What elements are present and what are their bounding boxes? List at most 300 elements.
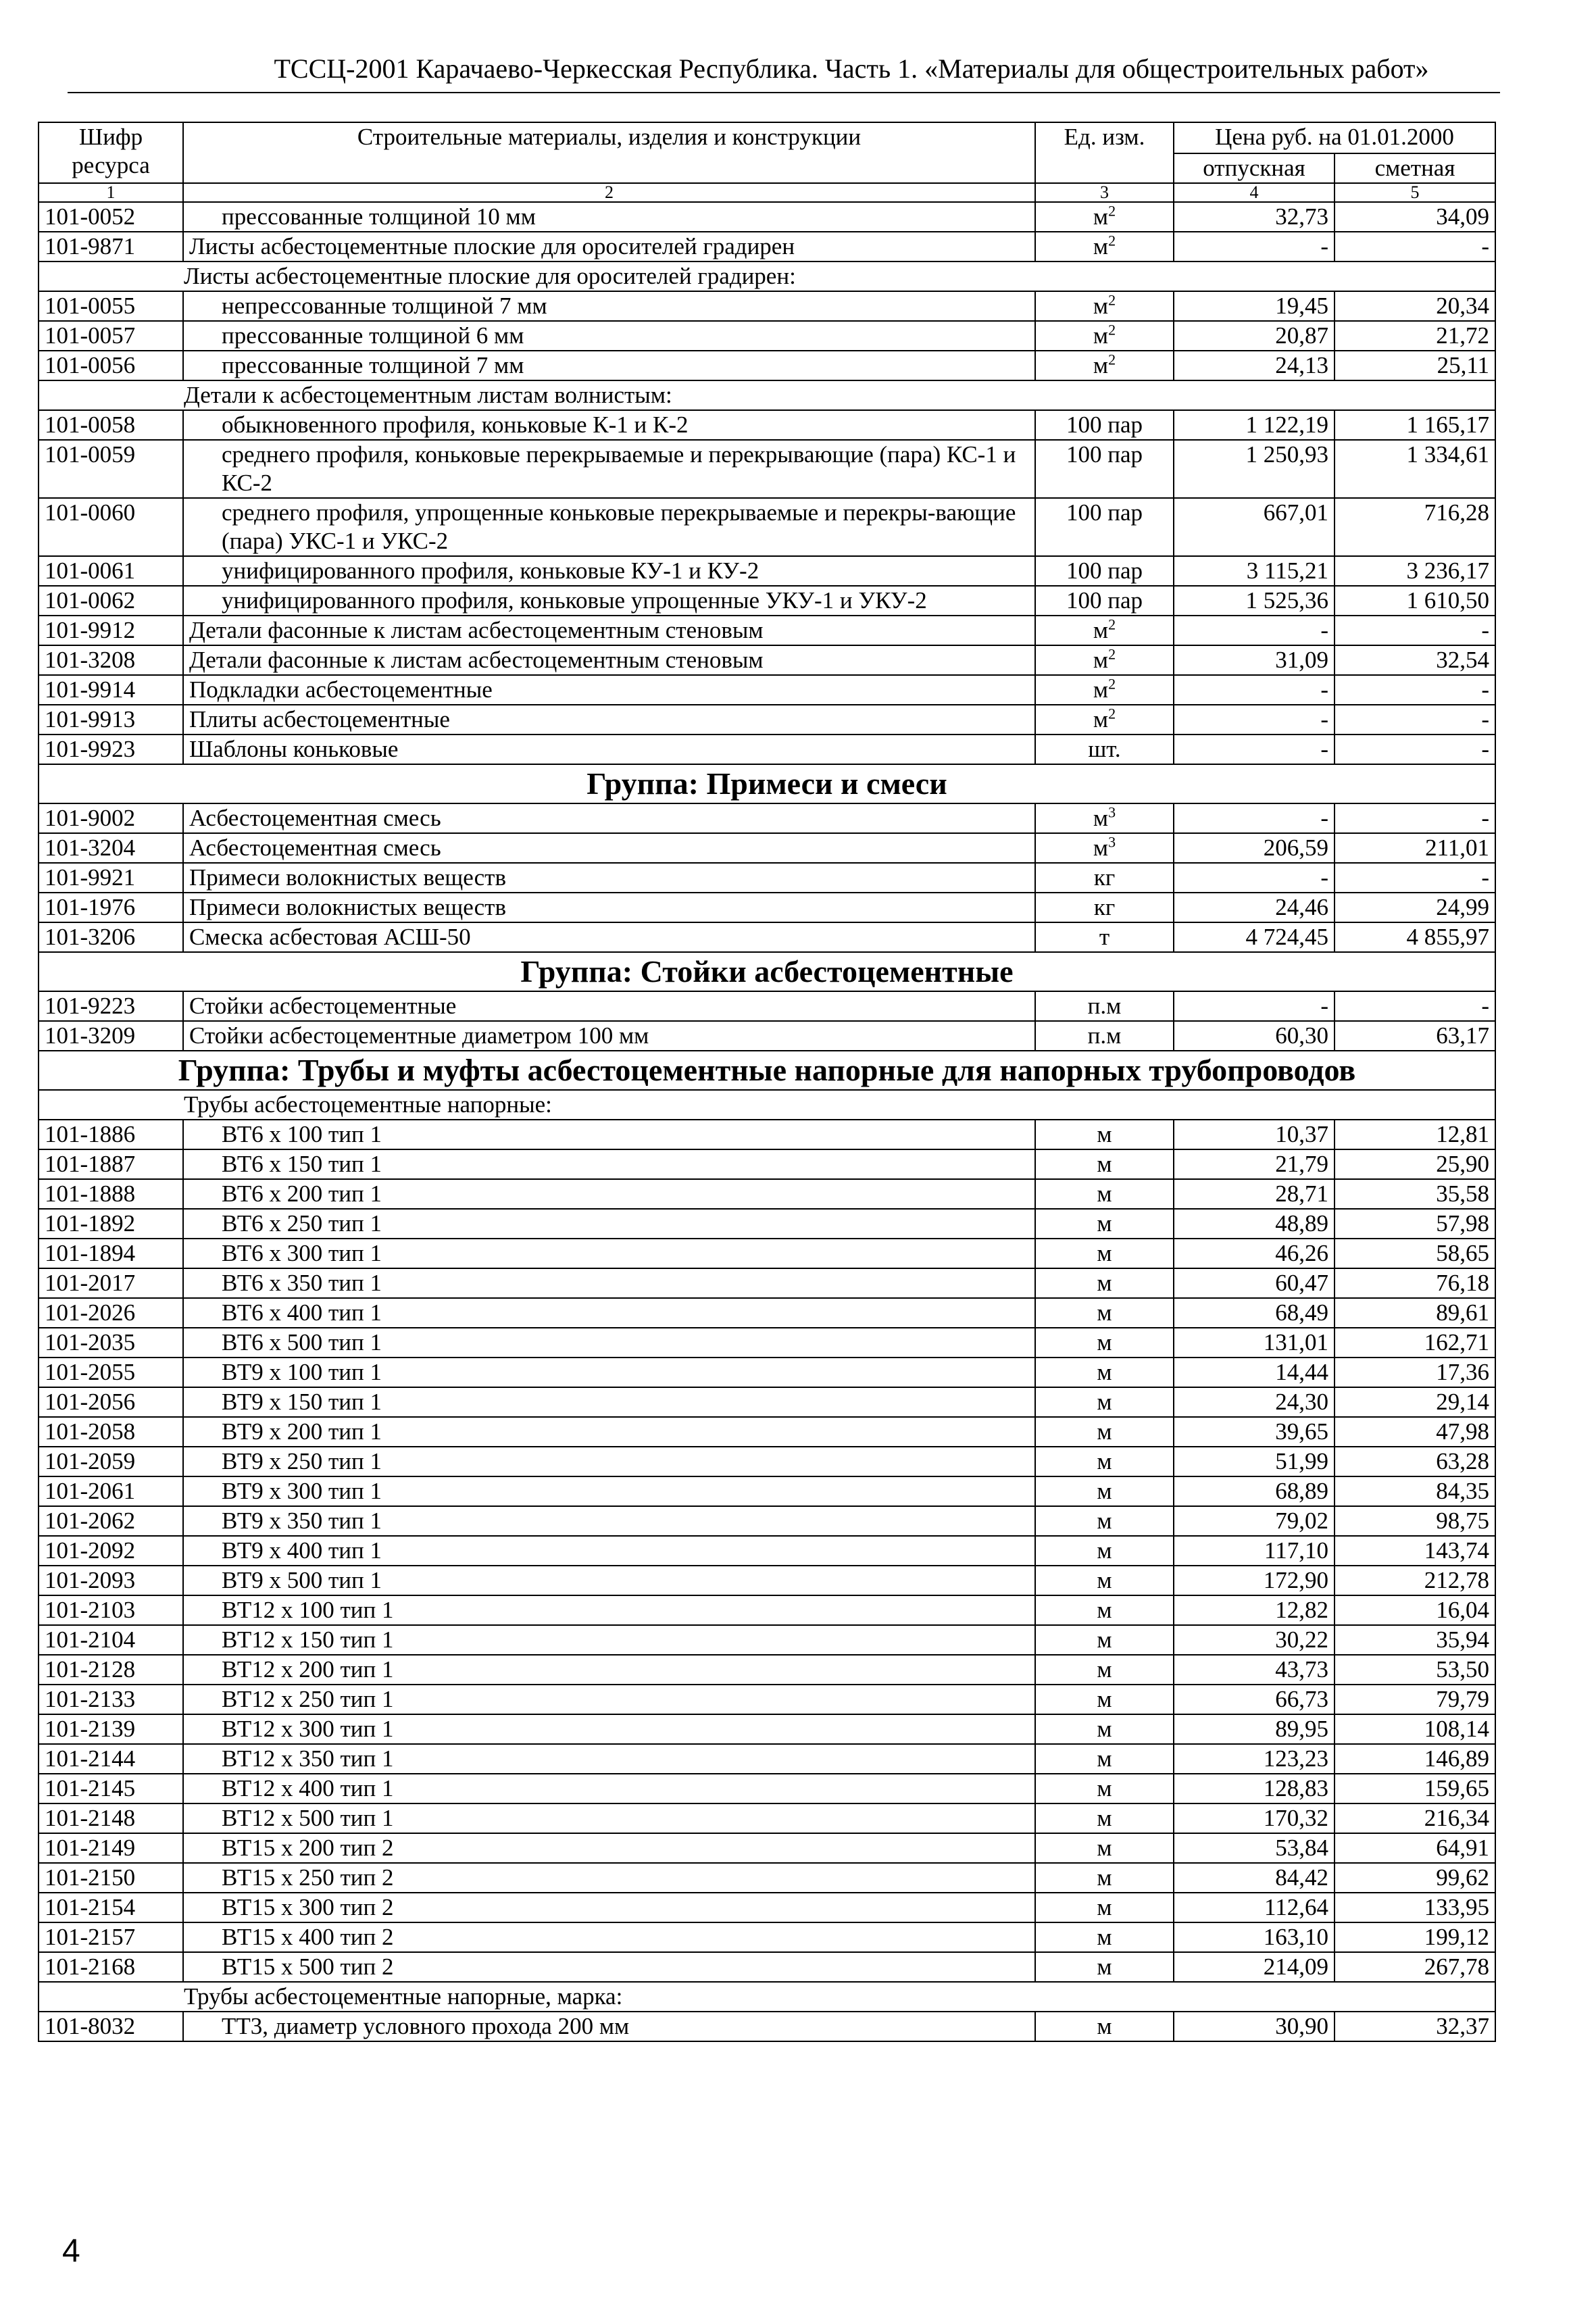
estimate-price: 16,04 bbox=[1335, 1595, 1495, 1625]
col-header-name: Строительные материалы, изделия и конструкции bbox=[183, 122, 1035, 183]
release-price: 46,26 bbox=[1174, 1239, 1335, 1268]
material-name: ВТ9 х 250 тип 1 bbox=[183, 1447, 1035, 1476]
resource-code: 101-2128 bbox=[39, 1655, 183, 1685]
resource-code: 101-1894 bbox=[39, 1239, 183, 1268]
unit-cell bbox=[1035, 321, 1174, 351]
unit-exponent: 2 bbox=[1108, 675, 1116, 693]
unit: п.м bbox=[1087, 1022, 1122, 1049]
unit: м bbox=[1097, 1924, 1112, 1950]
release-price: 1 122,19 bbox=[1174, 410, 1335, 440]
table-row bbox=[39, 1179, 1495, 1209]
resource-code: 101-2017 bbox=[39, 1268, 183, 1298]
material-name: ВТ12 х 100 тип 1 bbox=[183, 1595, 1035, 1625]
col-number: 5 bbox=[1335, 183, 1495, 202]
resource-code: 101-2133 bbox=[39, 1685, 183, 1714]
unit-cell bbox=[1035, 202, 1174, 232]
estimate-price: 34,09 bbox=[1335, 202, 1495, 232]
unit-cell bbox=[1035, 586, 1174, 616]
estimate-price: 35,58 bbox=[1335, 1179, 1495, 1209]
resource-code: 101-2149 bbox=[39, 1833, 183, 1863]
material-name: ВТ12 х 200 тип 1 bbox=[183, 1655, 1035, 1685]
resource-code: 101-3204 bbox=[39, 833, 183, 863]
material-name: унифицированного профиля, коньковые упрощенные УКУ-1 и УКУ-2 bbox=[183, 586, 1035, 616]
page-number: 4 bbox=[62, 2233, 80, 2269]
release-price: 43,73 bbox=[1174, 1655, 1335, 1685]
release-price: 28,71 bbox=[1174, 1179, 1335, 1209]
estimate-price: 1 165,17 bbox=[1335, 410, 1495, 440]
unit: м bbox=[1093, 322, 1109, 349]
unit: м bbox=[1097, 1270, 1112, 1296]
resource-code: 101-8032 bbox=[39, 2012, 183, 2041]
table-row bbox=[39, 833, 1495, 863]
release-price: 68,49 bbox=[1174, 1298, 1335, 1328]
unit-cell bbox=[1035, 232, 1174, 262]
estimate-price: 146,89 bbox=[1335, 1744, 1495, 1774]
release-price: 3 115,21 bbox=[1174, 556, 1335, 586]
unit-cell bbox=[1035, 833, 1174, 863]
material-name: ВТ15 х 300 тип 2 bbox=[183, 1893, 1035, 1922]
unit-cell bbox=[1035, 1476, 1174, 1506]
unit-cell bbox=[1035, 351, 1174, 380]
resource-code: 101-0052 bbox=[39, 202, 183, 232]
col-number: 4 bbox=[1174, 183, 1335, 202]
estimate-price: - bbox=[1335, 735, 1495, 764]
col-number: 2 bbox=[183, 183, 1035, 202]
group-heading: Группа: Примеси и смеси bbox=[39, 764, 1495, 803]
unit-cell bbox=[1035, 1328, 1174, 1358]
table-row bbox=[39, 1744, 1495, 1774]
release-price: 21,79 bbox=[1174, 1149, 1335, 1179]
resource-code: 101-9913 bbox=[39, 705, 183, 735]
table-row bbox=[39, 863, 1495, 893]
unit: м bbox=[1097, 1121, 1112, 1147]
release-price: 20,87 bbox=[1174, 321, 1335, 351]
estimate-price: 133,95 bbox=[1335, 1893, 1495, 1922]
material-name: ВТ6 х 400 тип 1 bbox=[183, 1298, 1035, 1328]
material-name: среднего профиля, коньковые перекрываемые и перекрывающие (пара) КС-1 и КС-2 bbox=[183, 440, 1035, 498]
release-price: - bbox=[1174, 675, 1335, 705]
resource-code: 101-1892 bbox=[39, 1209, 183, 1239]
release-price: 4 724,45 bbox=[1174, 922, 1335, 952]
col-number: 3 bbox=[1035, 183, 1174, 202]
resource-code: 101-0055 bbox=[39, 291, 183, 321]
estimate-price: 25,90 bbox=[1335, 1149, 1495, 1179]
unit: шт. bbox=[1088, 736, 1121, 762]
material-name: среднего профиля, упрощенные коньковые перекрываемые и перекры-вающие (пара) УКС-1 и УКС-2 bbox=[183, 498, 1035, 556]
material-name: Плиты асбестоцементные bbox=[183, 705, 1035, 735]
table-row bbox=[39, 735, 1495, 764]
resource-code: 101-2058 bbox=[39, 1417, 183, 1447]
table-row bbox=[39, 1863, 1495, 1893]
estimate-price: 84,35 bbox=[1335, 1476, 1495, 1506]
unit-cell bbox=[1035, 1774, 1174, 1803]
material-name: унифицированного профиля, коньковые КУ-1 и КУ-2 bbox=[183, 556, 1035, 586]
release-price: 68,89 bbox=[1174, 1476, 1335, 1506]
material-name: ВТ12 х 150 тип 1 bbox=[183, 1625, 1035, 1655]
material-name: ВТ12 х 250 тип 1 bbox=[183, 1685, 1035, 1714]
estimate-price: 4 855,97 bbox=[1335, 922, 1495, 952]
unit: кг bbox=[1093, 864, 1116, 891]
resource-code: 101-2026 bbox=[39, 1298, 183, 1328]
release-price: 30,90 bbox=[1174, 2012, 1335, 2041]
estimate-price: - bbox=[1335, 705, 1495, 735]
material-name: ВТ6 х 350 тип 1 bbox=[183, 1268, 1035, 1298]
resource-code: 101-2144 bbox=[39, 1744, 183, 1774]
estimate-price: 58,65 bbox=[1335, 1239, 1495, 1268]
unit: м bbox=[1097, 1656, 1112, 1683]
material-name: ВТ9 х 200 тип 1 bbox=[183, 1417, 1035, 1447]
unit: м bbox=[1097, 1597, 1112, 1623]
unit: 100 пар bbox=[1066, 412, 1143, 438]
material-name: Шаблоны коньковые bbox=[183, 735, 1035, 764]
unit-cell bbox=[1035, 1952, 1174, 1982]
resource-code: 101-1887 bbox=[39, 1149, 183, 1179]
unit-cell bbox=[1035, 1625, 1174, 1655]
section-heading-row bbox=[39, 380, 1495, 410]
material-name: прессованные толщиной 10 мм bbox=[183, 202, 1035, 232]
section-heading-row bbox=[39, 262, 1495, 291]
col-header-unit: Ед. изм. bbox=[1035, 122, 1174, 183]
resource-code: 101-9923 bbox=[39, 735, 183, 764]
estimate-price: - bbox=[1335, 616, 1495, 645]
estimate-price: 20,34 bbox=[1335, 291, 1495, 321]
unit: м bbox=[1093, 233, 1109, 259]
estimate-price: 162,71 bbox=[1335, 1328, 1495, 1358]
estimate-price: 99,62 bbox=[1335, 1863, 1495, 1893]
resource-code: 101-2104 bbox=[39, 1625, 183, 1655]
resource-code: 101-9871 bbox=[39, 232, 183, 262]
unit: м bbox=[1097, 1329, 1112, 1355]
unit-cell bbox=[1035, 1417, 1174, 1447]
estimate-price: 211,01 bbox=[1335, 833, 1495, 863]
material-name: ТТ3, диаметр условного прохода 200 мм bbox=[183, 2012, 1035, 2041]
table-row bbox=[39, 1506, 1495, 1536]
release-price: 117,10 bbox=[1174, 1536, 1335, 1566]
table-row bbox=[39, 1120, 1495, 1149]
estimate-price: 63,28 bbox=[1335, 1447, 1495, 1476]
release-price: 667,01 bbox=[1174, 498, 1335, 556]
resource-code: 101-2092 bbox=[39, 1536, 183, 1566]
resource-code: 101-1886 bbox=[39, 1120, 183, 1149]
table-row bbox=[39, 2012, 1495, 2041]
estimate-price: 63,17 bbox=[1335, 1021, 1495, 1051]
unit: м bbox=[1097, 1775, 1112, 1801]
estimate-price: 89,61 bbox=[1335, 1298, 1495, 1328]
unit-cell bbox=[1035, 291, 1174, 321]
release-price: - bbox=[1174, 705, 1335, 735]
table-row bbox=[39, 1922, 1495, 1952]
release-price: 214,09 bbox=[1174, 1952, 1335, 1982]
material-name: обыкновенного профиля, коньковые К-1 и К-2 bbox=[183, 410, 1035, 440]
release-price: 112,64 bbox=[1174, 1893, 1335, 1922]
material-name: ВТ9 х 350 тип 1 bbox=[183, 1506, 1035, 1536]
group-heading: Группа: Стойки асбестоцементные bbox=[39, 952, 1495, 991]
table-row bbox=[39, 321, 1495, 351]
estimate-price: 212,78 bbox=[1335, 1566, 1495, 1595]
resource-code: 101-3209 bbox=[39, 1021, 183, 1051]
table-row bbox=[39, 1268, 1495, 1298]
unit: м bbox=[1097, 1210, 1112, 1237]
table-row bbox=[39, 291, 1495, 321]
release-price: 30,22 bbox=[1174, 1625, 1335, 1655]
col-header-release-price: отпускная bbox=[1174, 153, 1335, 183]
unit: 100 пар bbox=[1066, 557, 1143, 584]
unit-cell bbox=[1035, 1149, 1174, 1179]
release-price: 12,82 bbox=[1174, 1595, 1335, 1625]
unit: м bbox=[1097, 1686, 1112, 1712]
material-name: Детали фасонные к листам асбестоцементным стеновым bbox=[183, 645, 1035, 675]
unit: 100 пар bbox=[1066, 441, 1143, 468]
table-row bbox=[39, 1149, 1495, 1179]
estimate-price: 64,91 bbox=[1335, 1833, 1495, 1863]
unit: м bbox=[1097, 1537, 1112, 1564]
estimate-price: 12,81 bbox=[1335, 1120, 1495, 1149]
group-heading-row bbox=[39, 952, 1495, 991]
unit-exponent: 2 bbox=[1108, 351, 1116, 368]
release-price: 172,90 bbox=[1174, 1566, 1335, 1595]
unit-exponent: 3 bbox=[1108, 833, 1116, 851]
release-price: 39,65 bbox=[1174, 1417, 1335, 1447]
unit: п.м bbox=[1087, 993, 1122, 1019]
material-name: Асбестоцементная смесь bbox=[183, 803, 1035, 833]
table-row bbox=[39, 1893, 1495, 1922]
estimate-price: 267,78 bbox=[1335, 1952, 1495, 1982]
table-row bbox=[39, 1328, 1495, 1358]
table-row bbox=[39, 1209, 1495, 1239]
material-name: ВТ12 х 400 тип 1 bbox=[183, 1774, 1035, 1803]
group-heading-row bbox=[39, 1051, 1495, 1090]
release-price: 31,09 bbox=[1174, 645, 1335, 675]
table-row bbox=[39, 1774, 1495, 1803]
table-row bbox=[39, 440, 1495, 498]
estimate-price: 57,98 bbox=[1335, 1209, 1495, 1239]
unit: м bbox=[1093, 835, 1109, 861]
release-price: 131,01 bbox=[1174, 1328, 1335, 1358]
estimate-price: 17,36 bbox=[1335, 1358, 1495, 1387]
table-row bbox=[39, 1387, 1495, 1417]
release-price: 14,44 bbox=[1174, 1358, 1335, 1387]
unit: м bbox=[1097, 1894, 1112, 1920]
unit-cell bbox=[1035, 556, 1174, 586]
estimate-price: 53,50 bbox=[1335, 1655, 1495, 1685]
table-row bbox=[39, 1476, 1495, 1506]
resource-code: 101-2055 bbox=[39, 1358, 183, 1387]
unit: м bbox=[1093, 617, 1109, 643]
estimate-price: 47,98 bbox=[1335, 1417, 1495, 1447]
col-number: 1 bbox=[39, 183, 183, 202]
estimate-price: - bbox=[1335, 803, 1495, 833]
material-name: Асбестоцементная смесь bbox=[183, 833, 1035, 863]
unit-cell bbox=[1035, 863, 1174, 893]
unit-cell bbox=[1035, 616, 1174, 645]
material-name: ВТ6 х 500 тип 1 bbox=[183, 1328, 1035, 1358]
release-price: - bbox=[1174, 616, 1335, 645]
unit-cell bbox=[1035, 1655, 1174, 1685]
release-price: 48,89 bbox=[1174, 1209, 1335, 1239]
resource-code: 101-3208 bbox=[39, 645, 183, 675]
release-price: 163,10 bbox=[1174, 1922, 1335, 1952]
release-price: 60,30 bbox=[1174, 1021, 1335, 1051]
unit: м bbox=[1093, 203, 1109, 230]
unit-cell bbox=[1035, 922, 1174, 952]
estimate-price: 32,54 bbox=[1335, 645, 1495, 675]
section-heading: Трубы асбестоцементные напорные, марка: bbox=[39, 1982, 1495, 2012]
material-name: ВТ6 х 100 тип 1 bbox=[183, 1120, 1035, 1149]
release-price: 32,73 bbox=[1174, 202, 1335, 232]
material-name: прессованные толщиной 6 мм bbox=[183, 321, 1035, 351]
table-row bbox=[39, 1358, 1495, 1387]
resource-code: 101-9914 bbox=[39, 675, 183, 705]
release-price: 123,23 bbox=[1174, 1744, 1335, 1774]
resource-code: 101-0060 bbox=[39, 498, 183, 556]
estimate-price: 216,34 bbox=[1335, 1803, 1495, 1833]
unit-cell bbox=[1035, 1358, 1174, 1387]
resource-code: 101-9921 bbox=[39, 863, 183, 893]
unit-exponent: 2 bbox=[1108, 202, 1116, 220]
table-row bbox=[39, 1021, 1495, 1051]
release-price: 24,13 bbox=[1174, 351, 1335, 380]
unit-exponent: 2 bbox=[1108, 705, 1116, 722]
unit-cell bbox=[1035, 1179, 1174, 1209]
resource-code: 101-2139 bbox=[39, 1714, 183, 1744]
release-price: 10,37 bbox=[1174, 1120, 1335, 1149]
unit-cell bbox=[1035, 1863, 1174, 1893]
unit-cell bbox=[1035, 1833, 1174, 1863]
material-name: ВТ6 х 150 тип 1 bbox=[183, 1149, 1035, 1179]
release-price: 128,83 bbox=[1174, 1774, 1335, 1803]
table-row bbox=[39, 1625, 1495, 1655]
unit-cell bbox=[1035, 1506, 1174, 1536]
unit-cell bbox=[1035, 1803, 1174, 1833]
release-price: 170,32 bbox=[1174, 1803, 1335, 1833]
header-rule bbox=[68, 92, 1500, 93]
unit: м bbox=[1097, 2013, 1112, 2039]
unit: м bbox=[1093, 647, 1109, 673]
release-price: 51,99 bbox=[1174, 1447, 1335, 1476]
unit-exponent: 2 bbox=[1108, 616, 1116, 633]
unit-exponent: 2 bbox=[1108, 645, 1116, 663]
material-name: Листы асбестоцементные плоские для оросителей градирен bbox=[183, 232, 1035, 262]
unit-cell bbox=[1035, 1714, 1174, 1744]
unit-cell bbox=[1035, 1387, 1174, 1417]
table-row bbox=[39, 1655, 1495, 1685]
release-price: 60,47 bbox=[1174, 1268, 1335, 1298]
estimate-price: - bbox=[1335, 675, 1495, 705]
unit-cell bbox=[1035, 2012, 1174, 2041]
section-heading-row bbox=[39, 1982, 1495, 2012]
estimate-price: 108,14 bbox=[1335, 1714, 1495, 1744]
unit-cell bbox=[1035, 991, 1174, 1021]
resource-code: 101-9002 bbox=[39, 803, 183, 833]
unit: м bbox=[1093, 293, 1109, 319]
unit-cell bbox=[1035, 1239, 1174, 1268]
table-row bbox=[39, 1714, 1495, 1744]
material-name: Стойки асбестоцементные диаметром 100 мм bbox=[183, 1021, 1035, 1051]
resource-code: 101-9223 bbox=[39, 991, 183, 1021]
unit: м bbox=[1097, 1864, 1112, 1891]
table-row bbox=[39, 1536, 1495, 1566]
unit-cell bbox=[1035, 410, 1174, 440]
unit-cell bbox=[1035, 645, 1174, 675]
unit: м bbox=[1097, 1299, 1112, 1326]
unit: м bbox=[1097, 1240, 1112, 1266]
material-name: ВТ15 х 200 тип 2 bbox=[183, 1833, 1035, 1863]
table-row bbox=[39, 202, 1495, 232]
table-row bbox=[39, 803, 1495, 833]
resource-code: 101-1888 bbox=[39, 1179, 183, 1209]
section-heading-row bbox=[39, 1090, 1495, 1120]
unit-cell bbox=[1035, 1021, 1174, 1051]
release-price: 206,59 bbox=[1174, 833, 1335, 863]
estimate-price: 21,72 bbox=[1335, 321, 1495, 351]
unit-cell bbox=[1035, 705, 1174, 735]
resource-code: 101-2093 bbox=[39, 1566, 183, 1595]
section-heading: Листы асбестоцементные плоские для оросителей градирен: bbox=[39, 262, 1495, 291]
material-name: Подкладки асбестоцементные bbox=[183, 675, 1035, 705]
table-row bbox=[39, 675, 1495, 705]
group-heading-row bbox=[39, 764, 1495, 803]
page-header: ТССЦ-2001 Карачаево-Черкесская Республика. Часть 1. «Материалы для общестроительных работ» bbox=[274, 53, 1429, 84]
resource-code: 101-2035 bbox=[39, 1328, 183, 1358]
unit-cell bbox=[1035, 1447, 1174, 1476]
table-row bbox=[39, 1952, 1495, 1982]
release-price: 24,46 bbox=[1174, 893, 1335, 922]
release-price: 66,73 bbox=[1174, 1685, 1335, 1714]
unit-cell bbox=[1035, 1268, 1174, 1298]
resource-code: 101-0062 bbox=[39, 586, 183, 616]
table-row bbox=[39, 410, 1495, 440]
section-heading: Трубы асбестоцементные напорные: bbox=[39, 1090, 1495, 1120]
table-row bbox=[39, 232, 1495, 262]
resource-code: 101-2103 bbox=[39, 1595, 183, 1625]
unit-cell bbox=[1035, 1595, 1174, 1625]
table-row bbox=[39, 893, 1495, 922]
material-name: прессованные толщиной 7 мм bbox=[183, 351, 1035, 380]
table-row bbox=[39, 556, 1495, 586]
table-row bbox=[39, 1685, 1495, 1714]
unit: м bbox=[1093, 805, 1109, 831]
unit: м bbox=[1097, 1478, 1112, 1504]
resource-code: 101-0058 bbox=[39, 410, 183, 440]
estimate-price: 1 334,61 bbox=[1335, 440, 1495, 498]
estimate-price: 143,74 bbox=[1335, 1536, 1495, 1566]
material-name: Детали фасонные к листам асбестоцементным стеновым bbox=[183, 616, 1035, 645]
table-row bbox=[39, 1803, 1495, 1833]
unit-cell bbox=[1035, 675, 1174, 705]
release-price: 24,30 bbox=[1174, 1387, 1335, 1417]
release-price: - bbox=[1174, 863, 1335, 893]
material-name: ВТ9 х 150 тип 1 bbox=[183, 1387, 1035, 1417]
resource-code: 101-2150 bbox=[39, 1863, 183, 1893]
estimate-price: 98,75 bbox=[1335, 1506, 1495, 1536]
unit-cell bbox=[1035, 1685, 1174, 1714]
material-name: ВТ9 х 400 тип 1 bbox=[183, 1536, 1035, 1566]
release-price: 19,45 bbox=[1174, 291, 1335, 321]
resource-code: 101-0057 bbox=[39, 321, 183, 351]
resource-code: 101-9912 bbox=[39, 616, 183, 645]
resource-code: 101-0056 bbox=[39, 351, 183, 380]
estimate-price: - bbox=[1335, 863, 1495, 893]
table-row bbox=[39, 1417, 1495, 1447]
table-row bbox=[39, 1298, 1495, 1328]
resource-code: 101-2145 bbox=[39, 1774, 183, 1803]
release-price: 84,42 bbox=[1174, 1863, 1335, 1893]
unit-cell bbox=[1035, 1209, 1174, 1239]
material-name: ВТ12 х 500 тип 1 bbox=[183, 1803, 1035, 1833]
estimate-price: 159,65 bbox=[1335, 1774, 1495, 1803]
material-name: Смеска асбестовая АСШ-50 bbox=[183, 922, 1035, 952]
resource-code: 101-2157 bbox=[39, 1922, 183, 1952]
